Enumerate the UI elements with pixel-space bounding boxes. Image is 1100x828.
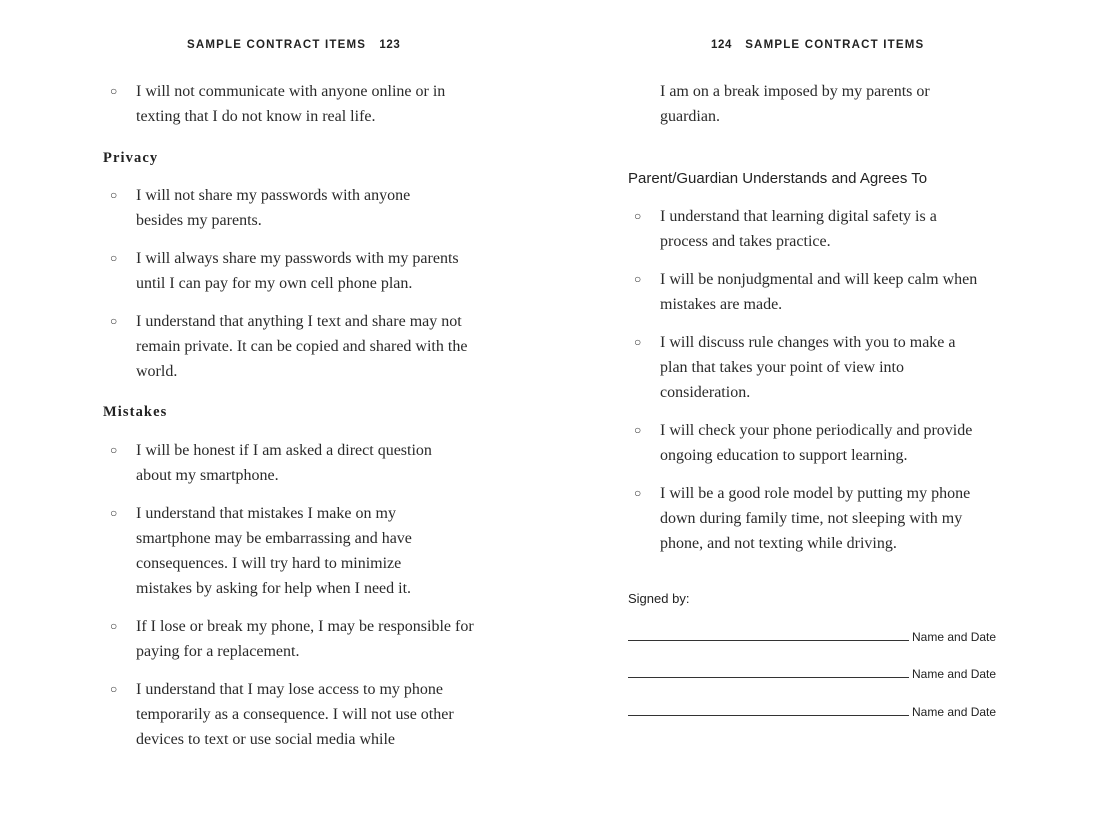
- list-item: ○ I understand that learning digital safety is a process and takes practice.: [660, 204, 970, 254]
- section-heading-privacy: Privacy: [103, 150, 159, 166]
- list-item: ○ I will discuss rule changes with you to make a plan that takes your point of view into consideration.: [660, 330, 970, 405]
- right-page: [550, 0, 1100, 828]
- list-item: ○ I will not share my passwords with anyone besides my parents.: [136, 183, 436, 233]
- signature-line[interactable]: [628, 665, 1008, 681]
- signed-by-label: Signed by:: [628, 591, 690, 606]
- bullet-icon: ○: [110, 314, 118, 328]
- signature-rule[interactable]: [628, 640, 909, 641]
- signature-rule[interactable]: [628, 677, 909, 678]
- signature-line[interactable]: [628, 628, 1008, 644]
- list-item: ○ I will always share my passwords with my parents until I can pay for my own cell phone plan.: [136, 246, 481, 296]
- list-item: ○ I will be nonjudgmental and will keep calm when mistakes are made.: [660, 267, 1005, 317]
- bullet-icon: ○: [110, 443, 118, 457]
- section-heading-mistakes: Mistakes: [103, 404, 168, 420]
- running-head-right: [711, 39, 924, 51]
- page-number: 124: [711, 39, 732, 51]
- page-number: 123: [379, 39, 401, 51]
- bullet-icon: ○: [634, 423, 642, 437]
- list-item: ○ I understand that I may lose access to my phone temporarily as a consequence. I will not use other devices to text or use social media while: [136, 677, 471, 752]
- running-head-left: [187, 39, 400, 51]
- bullet-icon: ○: [110, 682, 118, 696]
- list-item: ○ I understand that mistakes I make on my smartphone may be embarrassing and have consequences. I will try hard to minimize mistakes by asking for help when I need it.: [136, 501, 451, 601]
- name-and-date-label: Name and Date: [912, 667, 997, 681]
- bullet-icon: ○: [634, 209, 642, 223]
- name-and-date-label: Name and Date: [912, 630, 997, 644]
- list-item: ○ I will not communicate with anyone online or in texting that I do not know in real life.: [136, 79, 476, 129]
- list-item: ○ I will be honest if I am asked a direct question about my smartphone.: [136, 438, 456, 488]
- section-heading-parent-guardian: Parent/Guardian Understands and Agrees To: [628, 170, 928, 187]
- bullet-icon: ○: [110, 619, 118, 633]
- bullet-icon: ○: [110, 84, 118, 98]
- bullet-icon: ○: [110, 506, 118, 520]
- bullet-icon: ○: [110, 188, 118, 202]
- running-head-title: SAMPLE CONTRACT ITEMS: [187, 39, 367, 51]
- bullet-icon: ○: [634, 486, 642, 500]
- bullet-icon: ○: [110, 251, 118, 265]
- list-item: ○ If I lose or break my phone, I may be responsible for paying for a replacement.: [136, 614, 481, 664]
- list-item: ○ I understand that anything I text and share may not remain private. It can be copied and shared with the world.: [136, 309, 476, 384]
- signature-rule[interactable]: [628, 715, 909, 716]
- signature-line[interactable]: [628, 703, 1008, 719]
- name-and-date-label: Name and Date: [912, 705, 997, 719]
- list-item: ○ I will be a good role model by putting my phone down during family time, not sleeping with my phone, and not texting while driving.: [660, 481, 1000, 556]
- list-item: ○ I will check your phone periodically and provide ongoing education to support learning.: [660, 418, 1005, 468]
- bullet-icon: ○: [634, 272, 642, 286]
- running-head-title: SAMPLE CONTRACT ITEMS: [745, 39, 925, 51]
- continuation-text: I am on a break imposed by my parents or guardian.: [660, 83, 930, 125]
- bullet-icon: ○: [634, 335, 642, 349]
